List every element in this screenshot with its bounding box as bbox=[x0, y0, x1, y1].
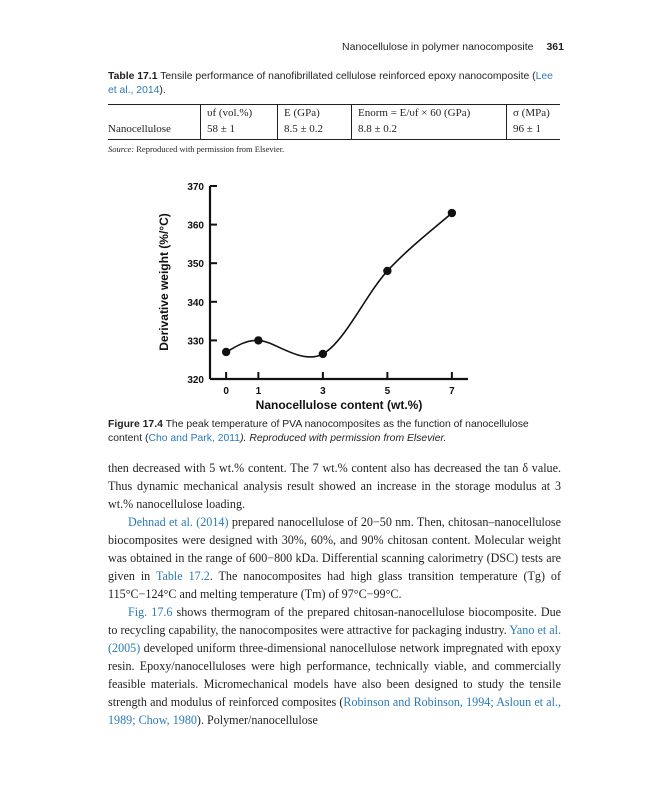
running-header bbox=[342, 41, 564, 53]
figure-caption-text: The peak temperature of PVA nanocomposites as the function of nanocellulose content ( bbox=[108, 419, 529, 444]
paragraph-2-text-2: . The nanocomposites had high glass transition temperature (Tg) of 115°C−124°C and melting temperature (Tm) of 97°C−99°C. bbox=[108, 569, 562, 601]
table-row-label: Nanocellulose bbox=[108, 123, 171, 135]
y-axis-label: Derivative weight (%/°C) bbox=[157, 213, 171, 351]
x-tick-label: 5 bbox=[384, 386, 391, 397]
y-tick-label: 320 bbox=[187, 375, 204, 386]
series-line bbox=[226, 213, 452, 357]
table-header-sigma: σ (MPa) bbox=[507, 105, 561, 122]
table-cell-e: 8.5 ± 0.2 bbox=[278, 121, 352, 140]
citation-link-robinson[interactable]: Robinson and Robinson, 1994; Asloun et al., 1989; Chow, 1980 bbox=[108, 695, 561, 727]
source-text: Reproduced with permission from Elsevier. bbox=[136, 144, 285, 154]
x-tick-label: 1 bbox=[255, 386, 262, 397]
x-tick-label: 0 bbox=[223, 386, 229, 397]
figure-caption-tail: ). Reproduced with permission from Elsevier. bbox=[240, 433, 447, 444]
data-point bbox=[222, 348, 230, 356]
table-citation-link[interactable]: Lee et al., 2014 bbox=[108, 71, 553, 96]
figure-citation-link[interactable]: Cho and Park, 2011 bbox=[148, 433, 241, 444]
table-header-vf: υf (vol.%) bbox=[201, 105, 278, 122]
y-tick-label: 350 bbox=[187, 259, 204, 271]
table-header-row bbox=[108, 105, 560, 122]
x-tick-label: 3 bbox=[320, 386, 326, 397]
paragraph-1: then decreased with 5 wt.% content. The 7 wt.% content also has decreased the tan δ value. Thus dynamic mechanical analysis result showed an increase in the storage modulus at 3 wt.% nanocellulose loading. bbox=[108, 461, 561, 511]
table-header-e: E (GPa) bbox=[278, 105, 352, 122]
x-axis-label: Nanocellulose content (wt.%) bbox=[255, 398, 423, 412]
paragraph-2-text-1: prepared nanocellulose of 20−50 nm. Then, chitosan–nanocellulose biocomposites were designed with 30%, 60%, and 90% chitosan content. Molecular weight was obtained in the range of 600−800 kDa. Differential scanning calorimetry (DSC) tests are given in bbox=[108, 515, 561, 583]
citation-link-yano[interactable]: Yano et al. (2005) bbox=[108, 623, 562, 655]
line-chart bbox=[150, 175, 480, 415]
paragraph-2 bbox=[108, 513, 561, 603]
data-point bbox=[254, 336, 262, 344]
data-point bbox=[448, 209, 456, 217]
table-caption-tail: ). bbox=[159, 85, 166, 96]
running-title: Nanocellulose in polymer nanocomposite bbox=[342, 41, 534, 53]
y-ticks bbox=[187, 182, 217, 386]
table-source bbox=[108, 144, 284, 154]
table-cell-vf: 58 ± 1 bbox=[201, 121, 278, 140]
table-caption-text: Tensile performance of nanofibrillated cellulose reinforced epoxy nanocomposite ( bbox=[160, 71, 536, 82]
source-label: Source: bbox=[108, 144, 135, 154]
paragraph-3 bbox=[108, 603, 561, 729]
figure-17-6-link[interactable]: Fig. 17.6 bbox=[128, 605, 173, 619]
table-cell-enorm: 8.8 ± 0.2 bbox=[352, 121, 507, 140]
y-tick-label: 340 bbox=[187, 297, 204, 309]
paragraph-3-text-1: shows thermogram of the prepared chitosan-nanocellulose biocomposite. Due to recycling capability, the nanocomposites were attractive for packaging industry. bbox=[108, 605, 561, 637]
tensile-table bbox=[108, 104, 560, 140]
data-points bbox=[222, 209, 456, 358]
table-label: Table 17.1 bbox=[108, 71, 158, 82]
citation-link-dehnad[interactable]: Dehnad et al. (2014) bbox=[128, 515, 229, 529]
table-17-2-link[interactable]: Table 17.2 bbox=[155, 569, 210, 583]
table-cell-sigma: 96 ± 1 bbox=[507, 121, 561, 140]
table-header-empty bbox=[108, 105, 201, 122]
paragraph-3-text-2: developed uniform three-dimensional nanocellulose network impregnated with epoxy resin. Epoxy/nanocelluloses were high performance, technically viable, and commercially feasible materials. Micromechanical models have also been designed to study the tensile strength and modulus of reinforced composites ( bbox=[108, 641, 561, 709]
body-text bbox=[108, 459, 561, 729]
table-header-enorm: Enorm = E/υf × 60 (GPa) bbox=[352, 105, 507, 122]
data-point bbox=[383, 267, 391, 275]
paragraph-3-text-3: ). Polymer/nanocellulose bbox=[196, 713, 318, 727]
y-tick-label: 360 bbox=[187, 220, 204, 232]
x-ticks bbox=[223, 372, 455, 397]
x-tick-label: 7 bbox=[449, 386, 455, 397]
page-number: 361 bbox=[546, 41, 564, 53]
figure-caption bbox=[108, 418, 560, 446]
table-row bbox=[108, 121, 560, 140]
y-tick-label: 370 bbox=[187, 182, 204, 193]
y-tick-label: 330 bbox=[187, 336, 204, 348]
figure-label: Figure 17.4 bbox=[108, 419, 163, 430]
table-caption bbox=[108, 70, 560, 98]
data-point bbox=[319, 350, 327, 358]
